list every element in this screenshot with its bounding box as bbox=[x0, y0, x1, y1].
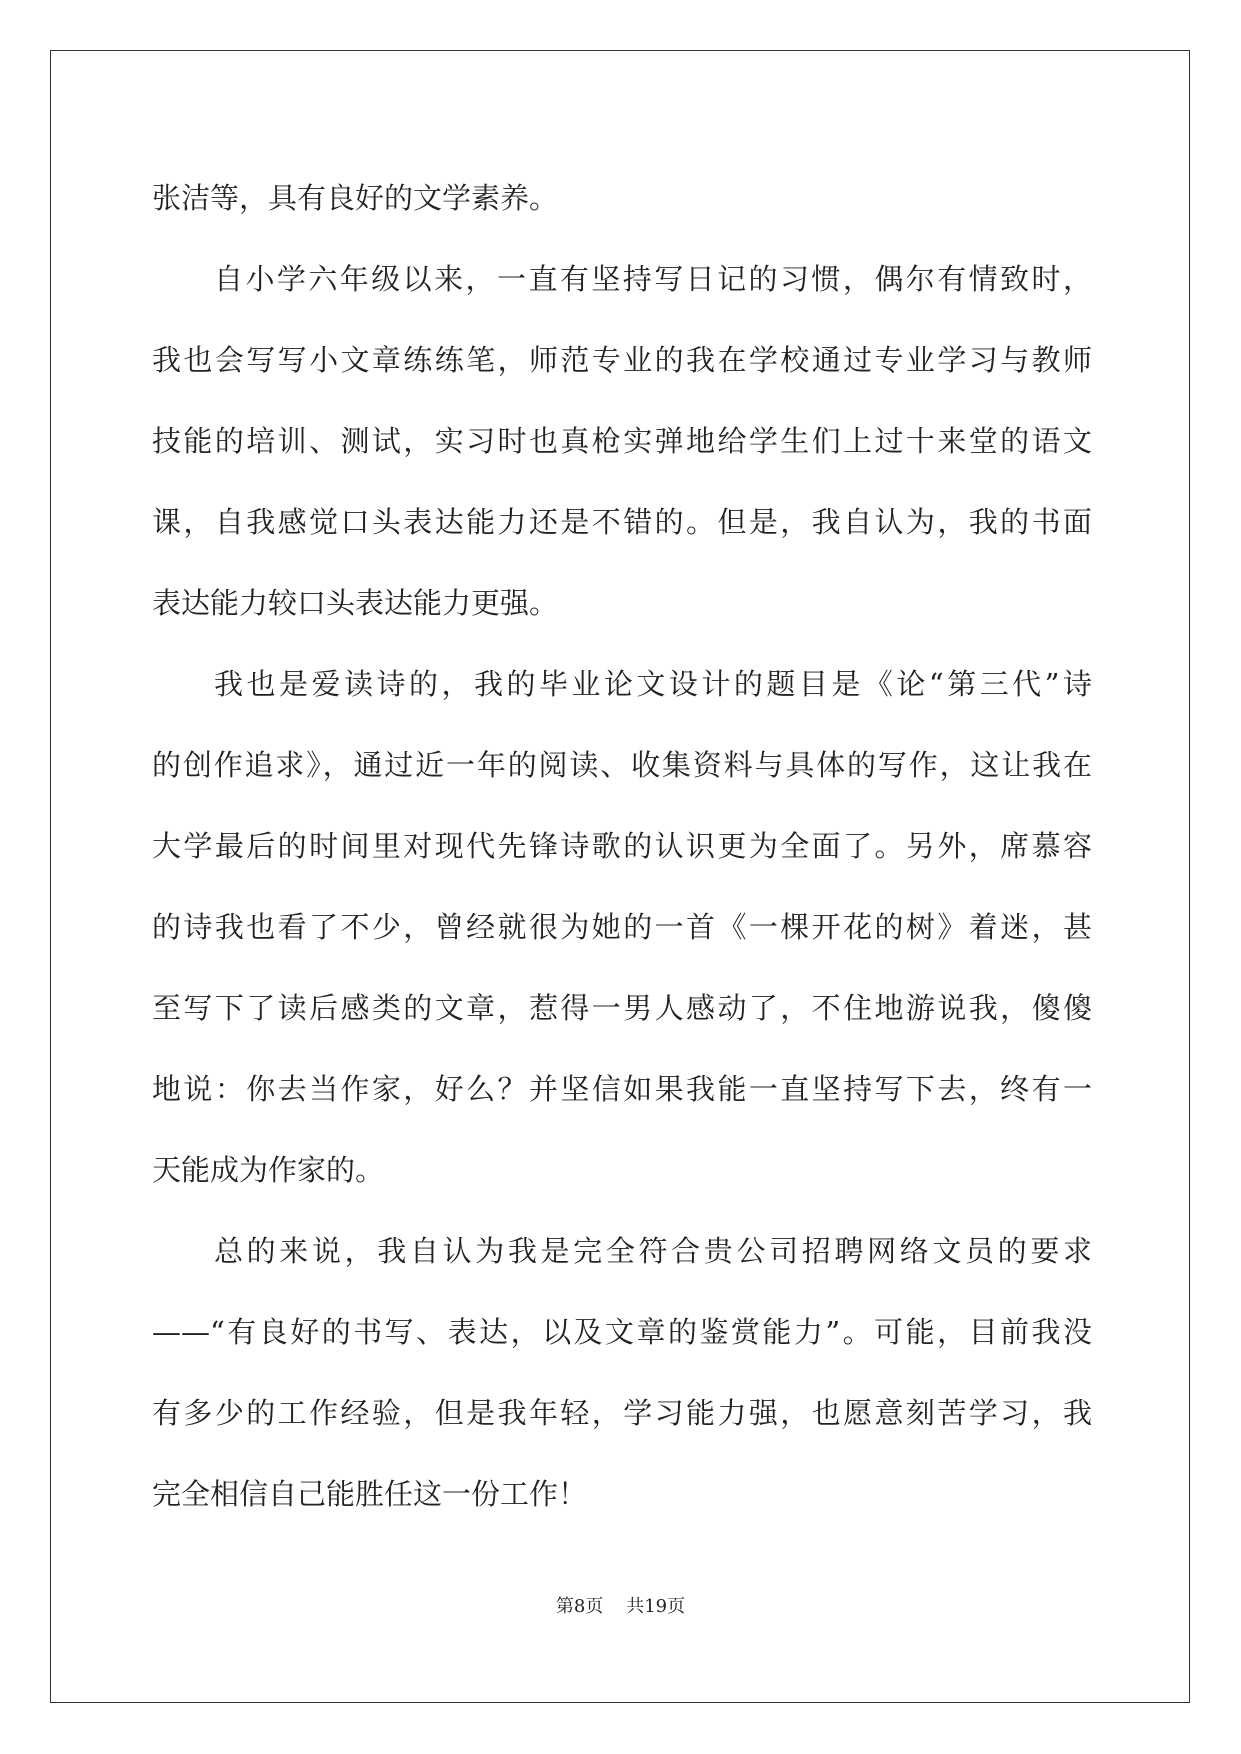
text-line: 课，自我感觉口头表达能力还是不错的。但是，我自认为，我的书面 bbox=[152, 505, 1092, 539]
text-line: 的诗我也看了不少，曾经就很为她的一首《一棵开花的树》着迷，甚 bbox=[152, 910, 1092, 944]
paragraph bbox=[152, 239, 1092, 644]
text-line: 我也会写写小文章练练笔，师范专业的我在学校通过专业学习与教师 bbox=[152, 343, 1092, 377]
text-line: 技能的培训、测试，实习时也真枪实弹地给学生们上过十来堂的语文 bbox=[152, 424, 1092, 458]
text-line: 完全相信自己能胜任这一份工作！ bbox=[152, 1477, 588, 1511]
text-line: 地说：你去当作家，好么？并坚信如果我能一直坚持写下去，终有一 bbox=[152, 1072, 1092, 1106]
text-line: 的创作追求》，通过近一年的阅读、收集资料与具体的写作，这让我在 bbox=[152, 748, 1092, 782]
paragraph bbox=[152, 644, 1092, 1211]
text-line: 总的来说，我自认为我是完全符合贵公司招聘网络文员的要求 bbox=[214, 1234, 1092, 1268]
text-line: 天能成为作家的。 bbox=[152, 1153, 385, 1187]
text-line: 大学最后的时间里对现代先锋诗歌的认识更为全面了。另外，席慕容 bbox=[152, 829, 1092, 863]
text-line: 我也是爱读诗的，我的毕业论文设计的题目是《论“第三代”诗 bbox=[214, 667, 1092, 701]
paragraph bbox=[152, 158, 1092, 239]
document-body bbox=[152, 158, 1092, 1535]
page-number: 第8页 bbox=[555, 1596, 604, 1617]
text-line: 至写下了读后感类的文章，惹得一男人感动了，不住地游说我，傻傻 bbox=[152, 991, 1092, 1025]
paragraph bbox=[152, 1211, 1092, 1535]
page-total: 共19页 bbox=[626, 1596, 686, 1617]
page-footer bbox=[0, 1592, 1241, 1618]
text-line: 张洁等，具有良好的文学素养。 bbox=[152, 181, 559, 215]
text-line: 自小学六年级以来，一直有坚持写日记的习惯，偶尔有情致时， bbox=[214, 262, 1092, 296]
text-line: 表达能力较口头表达能力更强。 bbox=[152, 586, 559, 620]
text-line: 有多少的工作经验，但是我年轻，学习能力强，也愿意刻苦学习，我 bbox=[152, 1396, 1092, 1430]
text-line: ——“有良好的书写、表达，以及文章的鉴赏能力”。可能，目前我没 bbox=[152, 1315, 1092, 1349]
